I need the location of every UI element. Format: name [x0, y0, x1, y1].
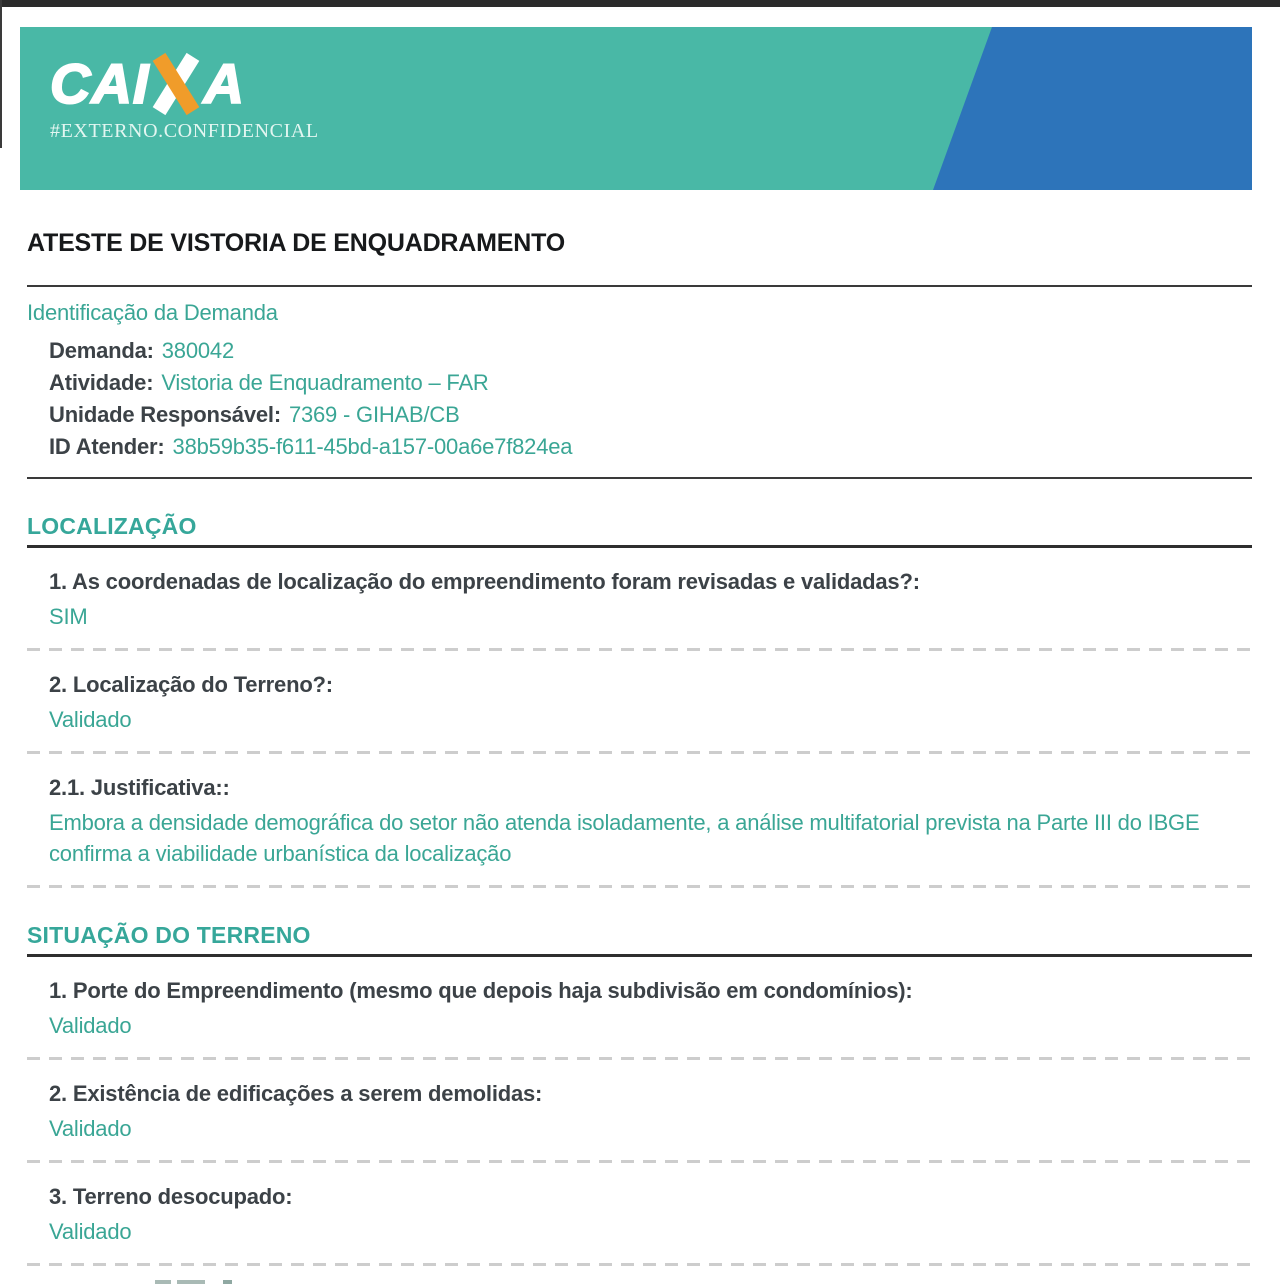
question-block: [49, 568, 1252, 632]
cutoff-glyph-top: [155, 1280, 171, 1284]
answer-text: Validado: [49, 707, 132, 732]
caixa-logo: [50, 52, 319, 115]
field-value: 380042: [161, 338, 234, 363]
question-text: 3. Terreno desocupado:: [49, 1184, 293, 1209]
caixa-logo-x-icon: [152, 58, 200, 110]
field-label: Unidade Responsável:: [49, 402, 281, 427]
field-atividade: [49, 367, 1252, 399]
dashed-separator: [27, 1160, 1252, 1163]
window-left-edge: [0, 0, 2, 148]
section-heading-situacao-do-terreno: SITUAÇÃO DO TERRENO: [27, 922, 1252, 957]
field-value: 38b59b35-f611-45bd-a157-00a6e7f824ea: [172, 434, 573, 459]
answer-text: Validado: [49, 1219, 132, 1244]
answer-text: Validado: [49, 1116, 132, 1141]
question-text: 1. Porte do Empreendimento (mesmo que depois haja subdivisão em condomínios):: [49, 978, 913, 1003]
answer-text: Embora a densidade demográfica do setor não atenda isoladamente, a análise multifatorial prevista na Parte III do IBGE confirma a viabilidade urbanística da localização: [49, 810, 1200, 866]
document-body: [0, 228, 1280, 1284]
question-text: 2. Existência de edificações a serem demolidas:: [49, 1081, 543, 1106]
caixa-header-banner: [20, 27, 1252, 190]
caixa-logo-text-right: A: [203, 52, 245, 115]
identification-heading: Identificação da Demanda: [27, 300, 278, 325]
question-block: [49, 774, 1252, 869]
field-value: Vistoria de Enquadramento – FAR: [161, 370, 489, 395]
question-block: [49, 1080, 1252, 1144]
question-text: 2. Localização do Terreno?:: [49, 672, 333, 697]
confidential-tag: #EXTERNO.CONFIDENCIAL: [50, 120, 319, 142]
window-top-bar: [0, 0, 1280, 7]
answer-text: SIM: [49, 604, 88, 629]
dashed-separator: [27, 648, 1252, 651]
horizontal-rule: [27, 477, 1252, 479]
question-text: 1. As coordenadas de localização do empreendimento foram revisadas e validadas?:: [49, 569, 920, 594]
field-value: 7369 - GIHAB/CB: [288, 402, 460, 427]
field-demanda: [49, 335, 1252, 367]
answer-text: Validado: [49, 1013, 132, 1038]
cutoff-next-content: [49, 1266, 1252, 1284]
dashed-separator: [27, 885, 1252, 888]
question-block: [49, 977, 1252, 1041]
dashed-separator: [27, 1057, 1252, 1060]
page-title: ATESTE DE VISTORIA DE ENQUADRAMENTO: [27, 229, 565, 257]
caixa-logo-text-left: CAI: [50, 52, 150, 115]
cutoff-glyph-top: [223, 1280, 232, 1284]
identification-fields: [49, 335, 1252, 463]
question-text: 2.1. Justificativa::: [49, 775, 230, 800]
caixa-logo-block: [50, 52, 319, 143]
dashed-separator: [27, 751, 1252, 754]
field-label: Demanda:: [49, 338, 154, 363]
cutoff-glyph-top: [177, 1280, 205, 1284]
field-label: ID Atender:: [49, 434, 165, 459]
field-label: Atividade:: [49, 370, 154, 395]
question-block: [49, 1183, 1252, 1247]
horizontal-rule: [27, 285, 1252, 287]
field-id-atender: [49, 431, 1252, 463]
field-unidade-responsavel: [49, 399, 1252, 431]
question-block: [49, 671, 1252, 735]
section-heading-localizacao: LOCALIZAÇÃO: [27, 513, 1252, 548]
